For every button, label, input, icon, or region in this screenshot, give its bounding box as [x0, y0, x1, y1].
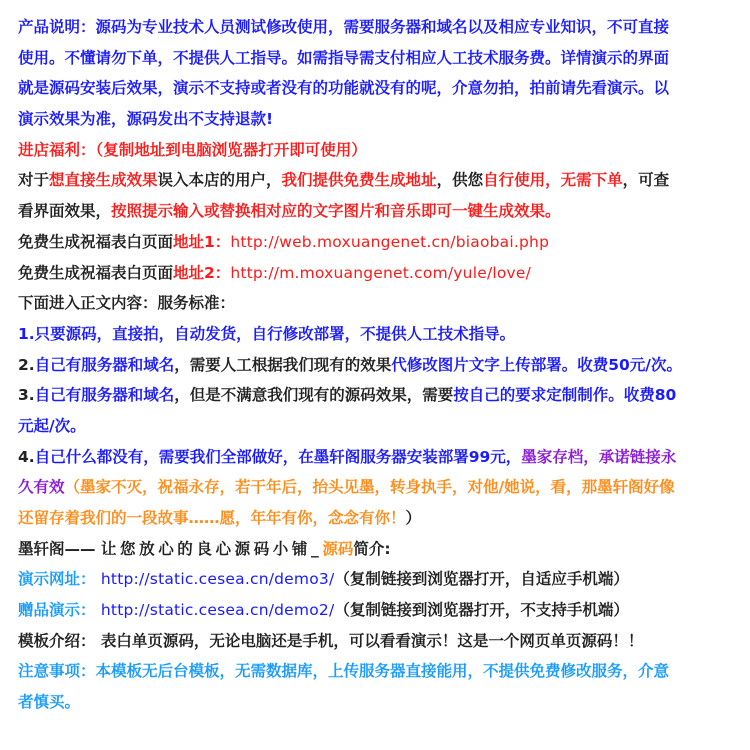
text-line: [18, 258, 732, 289]
text-segment: 进店福利：（复制地址到电脑浏览器打开即可使用）: [18, 140, 367, 159]
text-segment: 4.: [18, 447, 35, 466]
text-line: [18, 411, 732, 442]
text-line: [18, 687, 732, 718]
text-segment: 自己有服务器和域名: [34, 386, 175, 405]
text-segment: （复制链接到浏览器打开，自适应手机端）: [334, 570, 629, 589]
url-text: http://static.cesea.cn/demo2/: [100, 601, 335, 620]
text-line: [18, 442, 732, 473]
text-segment: 1.只要源码，直接拍，自动发货，自行修改部署，不提供人工技术指导。: [18, 324, 516, 343]
text-line: [18, 564, 732, 595]
text-segment: ，供您: [436, 171, 484, 190]
text-segment: 赠品演示：: [18, 601, 101, 620]
url-text: http://static.cesea.cn/demo3/: [100, 570, 335, 589]
text-line: [18, 380, 732, 411]
text-segment: 想直接生成效果: [49, 171, 158, 190]
text-segment: 源码: [322, 539, 354, 558]
text-segment: 代修改图片文字上传部署。收费50元/次。: [391, 355, 682, 374]
text-line: [18, 626, 732, 657]
text-segment: 2.: [18, 355, 35, 374]
text-line: [18, 135, 732, 166]
text-segment: 就是源码安装后效果，演示不支持或者没有的功能就没有的呢，介意勿拍，拍前请先看演示。以: [18, 79, 670, 98]
text-segment: 还留存着我们的一段故事……愿，年年有你，念念有你！: [18, 509, 406, 527]
text-segment: 让您放心的良心源码小铺_: [100, 539, 323, 558]
url-text: http://web.moxuangenet.cn/biaobai.php: [230, 232, 550, 251]
text-line: [18, 43, 732, 74]
text-segment: 墨家存档，承诺链接永: [521, 447, 677, 466]
text-segment: 自行使用，无需下单: [483, 171, 623, 190]
text-segment: 使用。不懂请勿下单，不提供人工指导。如需指导需支付相应人工技术服务费。详情演示的界面: [18, 48, 670, 67]
text-line: [18, 534, 732, 565]
text-segment: ）: [405, 509, 422, 527]
text-line: [18, 12, 732, 43]
text-segment: ，需要人工根据我们现有的效果: [174, 355, 392, 374]
text-segment: 免费生成祝福表白页面: [18, 263, 174, 282]
text-line: [18, 656, 732, 687]
text-segment: 注意事项：本模板无后台模板，无需数据库，上传服务器直接能用，不提供免费修改服务，介意: [18, 662, 670, 681]
text-segment: 简介:: [353, 539, 391, 558]
text-line: [18, 288, 732, 319]
text-segment: 自己有服务器和域名: [34, 355, 175, 374]
text-segment: 误入本店的用户，: [157, 171, 282, 190]
text-segment: 演示网址：: [18, 570, 101, 589]
text-segment: 元起/次。: [18, 416, 86, 435]
text-segment: 看界面效果，: [18, 202, 112, 221]
text-line: [18, 73, 732, 104]
text-segment: 下面进入正文内容：服务标准：: [18, 294, 236, 313]
text-segment: 我们提供免费生成地址: [281, 171, 437, 190]
text-segment: （墨家不灭，祝福永存，若干年后，抬头见墨，转身执手，对他/她说，看，那墨轩阁好像: [64, 478, 675, 497]
text-segment: 按照提示输入或替换相对应的文字图片和音乐即可一键生成效果。: [111, 202, 561, 221]
text-segment: 对于: [18, 171, 50, 190]
text-line: [18, 595, 732, 626]
text-line: [18, 319, 732, 350]
text-segment: （复制链接到浏览器打开，不支持手机端）: [334, 601, 629, 620]
text-line: [18, 472, 732, 503]
text-segment: 自己什么都没有，需要我们全部做好，在墨轩阁服务器安装部署99元，: [34, 447, 522, 466]
text-line: [18, 503, 732, 534]
text-line: [18, 165, 732, 196]
text-segment: 产品说明：源码为专业技术人员测试修改使用，需要服务器和域名以及相应专业知识，不可直接: [18, 18, 670, 36]
text-line: [18, 350, 732, 381]
text-segment: 模板介绍： 表白单页源码，无论电脑还是手机，可以看看演示！这是一个网页单页源码！！: [18, 631, 644, 650]
text-segment: 者慎买。: [18, 693, 81, 712]
text-segment: ，但是不满意我们现有的源码效果，需要: [174, 386, 454, 405]
text-segment: 按自己的要求定制制作。收费80: [453, 386, 677, 405]
text-segment: 演示效果为准，源码发出不支持退款!: [18, 110, 274, 129]
text-segment: ，可查: [622, 171, 670, 190]
text-segment: 地址2：: [173, 263, 231, 282]
text-line: [18, 196, 732, 227]
text-segment: 地址1：: [173, 232, 231, 251]
text-segment: 墨轩阁——: [18, 539, 101, 558]
url-text: http://m.moxuangenet.com/yule/love/: [230, 263, 532, 282]
text-line: [18, 104, 732, 135]
text-line: [18, 227, 732, 258]
text-segment: 久有效: [18, 478, 65, 497]
text-segment: 3.: [18, 386, 35, 405]
text-segment: 免费生成祝福表白页面: [18, 232, 174, 251]
